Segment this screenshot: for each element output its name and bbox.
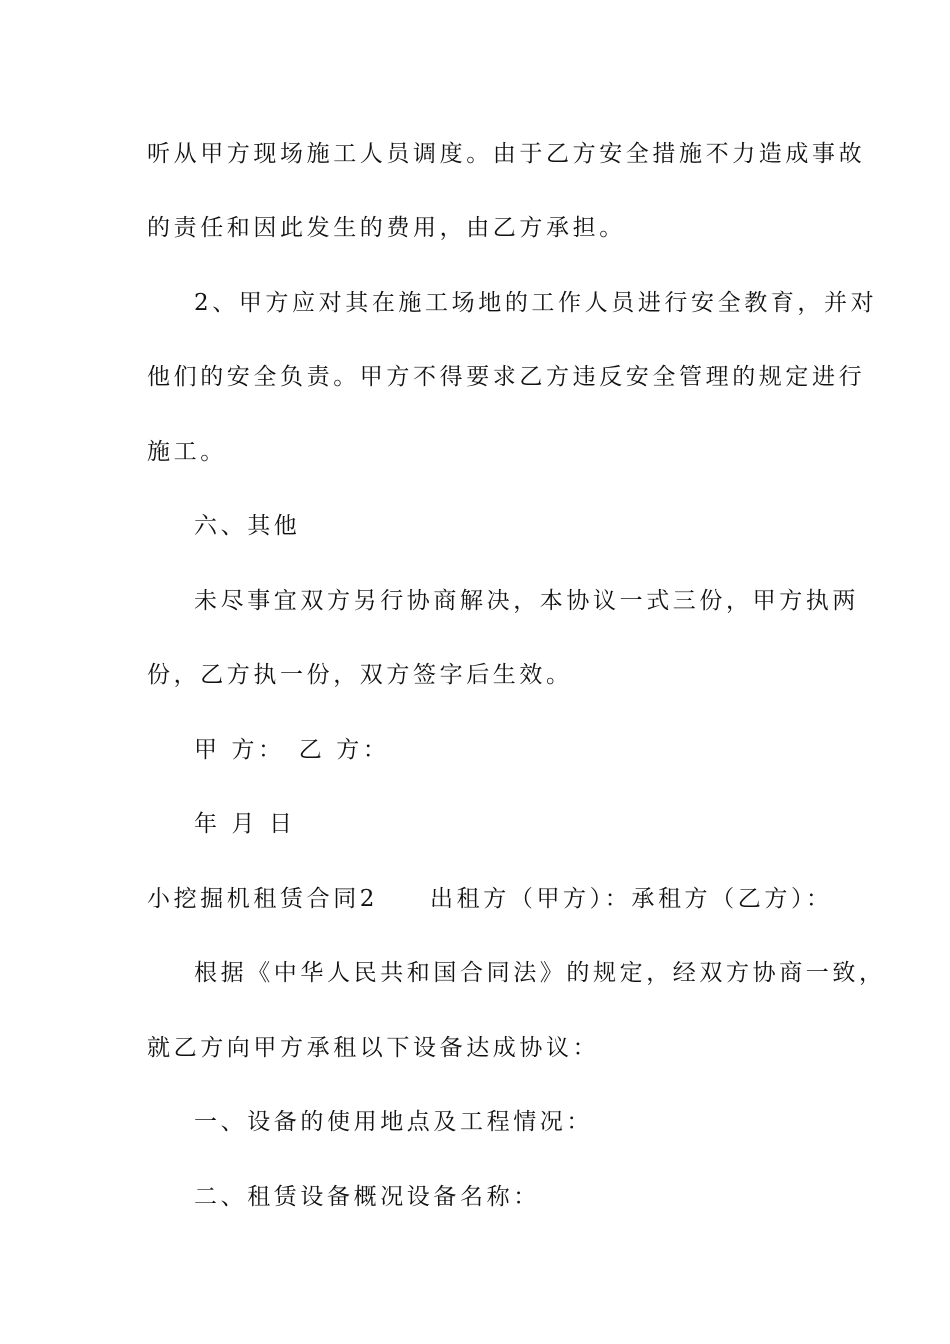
- paragraph-line-7: 未尽事宜双方另行协商解决，本协议一式三份，甲方执两: [194, 588, 859, 614]
- signature-line: [194, 735, 389, 765]
- section-heading-usage-location: 一、设备的使用地点及工程情况：: [194, 1109, 593, 1135]
- contract-parties: 出租方（甲方）：承租方（乙方）：: [430, 886, 833, 912]
- party-b-label: 乙 方：: [298, 737, 390, 763]
- section-heading-equipment-overview: 二、租赁设备概况设备名称：: [194, 1184, 540, 1210]
- paragraph-line-1: 听从甲方现场施工人员调度。由于乙方安全措施不力造成事故: [147, 141, 866, 167]
- contract-title: 小挖掘机租赁合同2: [147, 886, 379, 912]
- date-line: 年 月 日: [194, 811, 296, 837]
- paragraph-line-3: 2、甲方应对其在施工场地的工作人员进行安全教育，并对: [194, 290, 878, 316]
- section-heading-other: 六、其他: [194, 513, 301, 539]
- paragraph-line-5: 施工。: [147, 439, 227, 465]
- paragraph-line-13: 就乙方向甲方承租以下设备达成协议：: [147, 1035, 600, 1061]
- paragraph-line-2: 的责任和因此发生的费用，由乙方承担。: [147, 215, 626, 241]
- paragraph-line-8: 份，乙方执一份，双方签字后生效。: [147, 662, 573, 688]
- contract-title-line: [147, 884, 833, 914]
- paragraph-line-4: 他们的安全负责。甲方不得要求乙方违反安全管理的规定进行: [147, 364, 866, 390]
- party-a-label: 甲 方：: [194, 737, 285, 763]
- paragraph-line-12: 根据《中华人民共和国合同法》的规定，经双方协商一致，: [194, 960, 886, 986]
